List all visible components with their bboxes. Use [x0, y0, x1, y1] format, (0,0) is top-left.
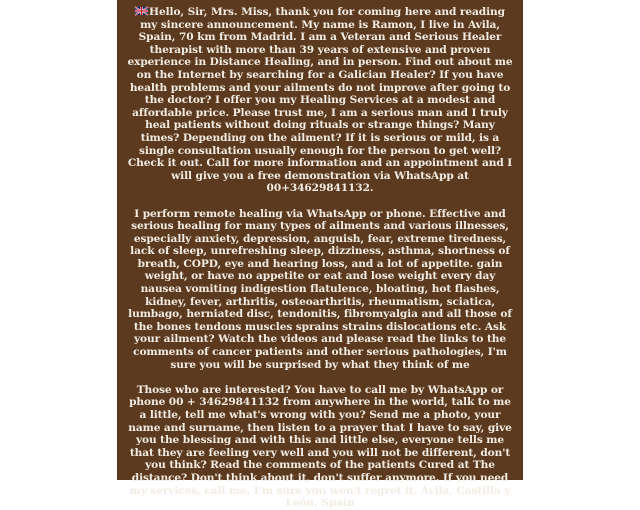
paragraph-1-text: Hello, Sir, Mrs. Miss, thank you for coming here and reading my sincere announcement. My name is Ramon, I live in Avila, Spain, 70 km from Madrid. I am a Veteran and Serious Healer therapist with more than 39 years of extensive and proven experience in Distance Healing, and in person. Find out about me on the Internet by searching for a Galician Healer? If you have health problems and your ailments do not improve after going to the doctor? I offer you my Healing Services at a modest and affordable price. Please trust me, I am a serious man and I truly heal patients without doing rituals or strange things? Many times? Depending on the ailment? If it is serious or mild, is a single consultation usually enough for the person to get well? Check it out. Call for more information and an appointment and I will give you a free demonstration via WhatsApp at 00+34629841132. [127, 6, 513, 195]
announcement-paragraph-3: Those who are interested? You have to call me by WhatsApp or phone 00 + 34629841132 from anywhere in the world, talk to me a little, tell me what's wrong with you? Send me a photo, your name and surname, then listen to a prayer that I have to say, give you the blessing and with this and little else, everyone tells me that they are feeling very well and you will not be different, don't you think? Read the comments of the patients Cured at The distance? Don't think about it, don't suffer anymore. If you need my services, call me, I'm sure you won't regret it. Ávila, Castilla y León, Spain [128, 383, 512, 510]
announcement-paragraph-1 [125, 6, 515, 195]
uk-flag-icon [135, 7, 148, 15]
announcement-paragraph-2: I perform remote healing via WhatsApp or phone. Effective and serious healing for many types of ailments and various illnesses, especially anxiety, depression, anguish, fear, extreme tiredness, lack of sleep, unrefreshing sleep, dizziness, asthma, shortness of breath, COPD, eye and hearing loss, and a lot of appetite. gain weight, or have no appetite or eat and lose weight every day nausea vomiting indigestion flatulence, bloating, hot flashes, kidney, fever, arthritis, osteoarthritis, rheumatism, sciatica, lumbago, herniated disc, tendonitis, fibromyalgia and all those of the bones tendons muscles sprains strains dislocations etc. Ask your ailment? Watch the videos and please read the links to the comments of cancer patients and other serious pathologies, I'm sure you will be surprised by what they think of me [128, 207, 512, 371]
announcement-panel [117, 0, 523, 510]
